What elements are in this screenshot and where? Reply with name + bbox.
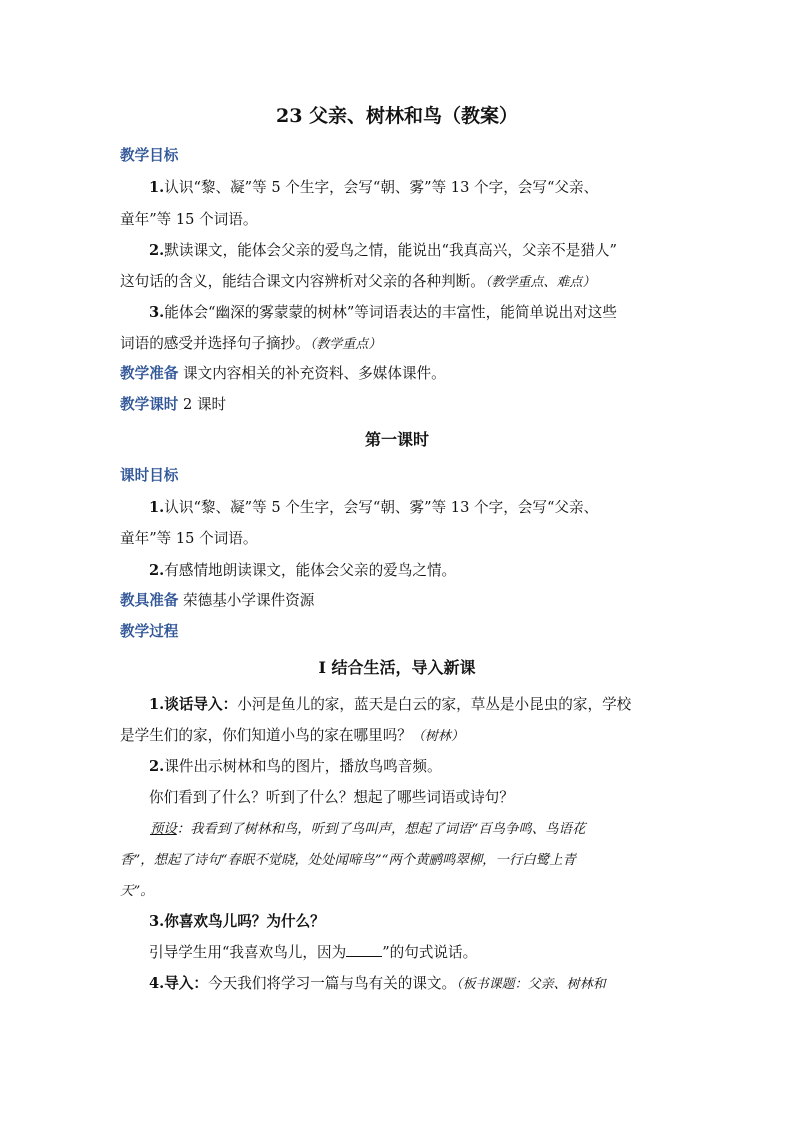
goal-3-note: （教学重点） xyxy=(309,337,382,352)
teaching-tools-text: 荣德基小学课件资源 xyxy=(178,592,315,609)
section-heading-lesson-goals: 课时目标 xyxy=(120,467,179,484)
goal-2-number: 2. xyxy=(149,242,165,259)
section-heading-goals: 教学目标 xyxy=(120,147,179,164)
step-1-text: 小河是鱼儿的家，蓝天是白云的家，草丛是小昆虫的家，学校 xyxy=(237,696,632,713)
section-heading-process: 教学过程 xyxy=(120,623,179,640)
step-4 xyxy=(149,974,606,995)
step-4-text: 今天我们将学习一篇与鸟有关的课文。 xyxy=(208,975,457,992)
preset-answer-cont-1: 香”，想起了诗句“春眠不觉晓，处处闻啼鸟”“两个黄鹂鸣翠柳，一行白鹭上青 xyxy=(120,853,576,868)
preset-label: 预设 xyxy=(150,822,177,837)
step-3: 3.你喜欢鸟儿吗？为什么？ xyxy=(149,913,325,930)
goal-1-number: 1. xyxy=(149,179,165,196)
goal-2-cont-text: 这句话的含义，能结合课文内容辨析对父亲的各种判断。 xyxy=(120,273,485,290)
part-1-heading: Ⅰ 结合生活，导入新课 xyxy=(318,658,476,677)
lesson-1-heading: 第一课时 xyxy=(364,430,429,449)
lesson-goal-1-number: 1. xyxy=(149,499,165,516)
teaching-prep xyxy=(120,364,446,384)
step-1-label: 1.谈话导入： xyxy=(149,696,238,713)
teaching-hours-text: 2 课时 xyxy=(178,396,227,413)
goal-1 xyxy=(149,178,598,198)
preset-answer-cont-2: 天”。 xyxy=(120,884,154,899)
goal-1-text: 认识“黎、凝”等 5 个生字，会写“朝、雾”等 13 个字，会写“父亲、 xyxy=(164,179,599,196)
preset-text: ：我看到了树林和鸟，听到了鸟叫声，想起了词语“百鸟争鸣、鸟语花 xyxy=(176,822,586,837)
goal-3-number: 3. xyxy=(149,304,165,321)
lesson-goal-2 xyxy=(149,561,456,581)
lesson-goal-2-text: 有感情地朗读课文，能体会父亲的爱鸟之情。 xyxy=(164,562,457,579)
preset-answer xyxy=(150,820,585,840)
goal-3-cont xyxy=(120,334,381,355)
teaching-hours xyxy=(120,395,226,415)
teaching-tools-label: 教具准备 xyxy=(120,592,179,609)
goal-1-cont: 童年”等 15 个词语。 xyxy=(120,211,258,228)
goal-3 xyxy=(149,303,617,323)
step-2-text: 课件出示树林和鸟的图片，播放鸟鸣音频。 xyxy=(164,758,442,775)
document-title: 23 父亲、树林和鸟（教案） xyxy=(275,105,519,127)
step-3-guide xyxy=(149,943,477,963)
step-1 xyxy=(149,695,631,715)
goal-2-cont xyxy=(120,272,595,293)
step-2-question: 你们看到了什么？听到了什么？想起了哪些词语或诗句？ xyxy=(149,789,514,806)
step-2-number: 2. xyxy=(149,758,165,775)
lesson-goal-1-cont: 童年”等 15 个词语。 xyxy=(120,530,258,547)
goal-3-text: 能体会“幽深的雾蒙蒙的树林”等词语表达的丰富性，能简单说出对这些 xyxy=(164,304,617,321)
teaching-hours-label: 教学课时 xyxy=(120,396,179,413)
step-1-cont xyxy=(120,726,464,747)
lesson-goal-1-text: 认识“黎、凝”等 5 个生字，会写“朝、雾”等 13 个字，会写“父亲、 xyxy=(164,499,599,516)
step-1-note: （树林） xyxy=(411,729,464,744)
step-4-label: 4.导入： xyxy=(149,975,209,992)
teaching-prep-text: 课文内容相关的补充资料、多媒体课件。 xyxy=(178,365,446,382)
lesson-goal-2-number: 2. xyxy=(149,562,165,579)
goal-3-cont-text: 词语的感受并选择句子摘抄。 xyxy=(120,335,310,352)
goal-2-note: （教学重点、难点） xyxy=(484,275,596,290)
teaching-tools xyxy=(120,591,314,611)
lesson-goal-1 xyxy=(149,498,598,518)
step-1-cont-text: 是学生们的家，你们知道小鸟的家在哪里吗？ xyxy=(120,727,412,744)
goal-2 xyxy=(149,241,617,261)
step-2 xyxy=(149,757,442,777)
teaching-prep-label: 教学准备 xyxy=(120,365,179,382)
fill-blank xyxy=(346,943,382,957)
goal-2-text: 默读课文，能体会父亲的爱鸟之情，能说出“我真高兴，父亲不是猎人” xyxy=(164,242,617,259)
step-3-guide-text: 引导学生用“我喜欢鸟儿，因为 xyxy=(149,944,347,961)
step-3-guide-end: ”的句式说话。 xyxy=(382,944,478,961)
step-4-note: （板书课题：父亲、树林和 xyxy=(456,977,606,992)
